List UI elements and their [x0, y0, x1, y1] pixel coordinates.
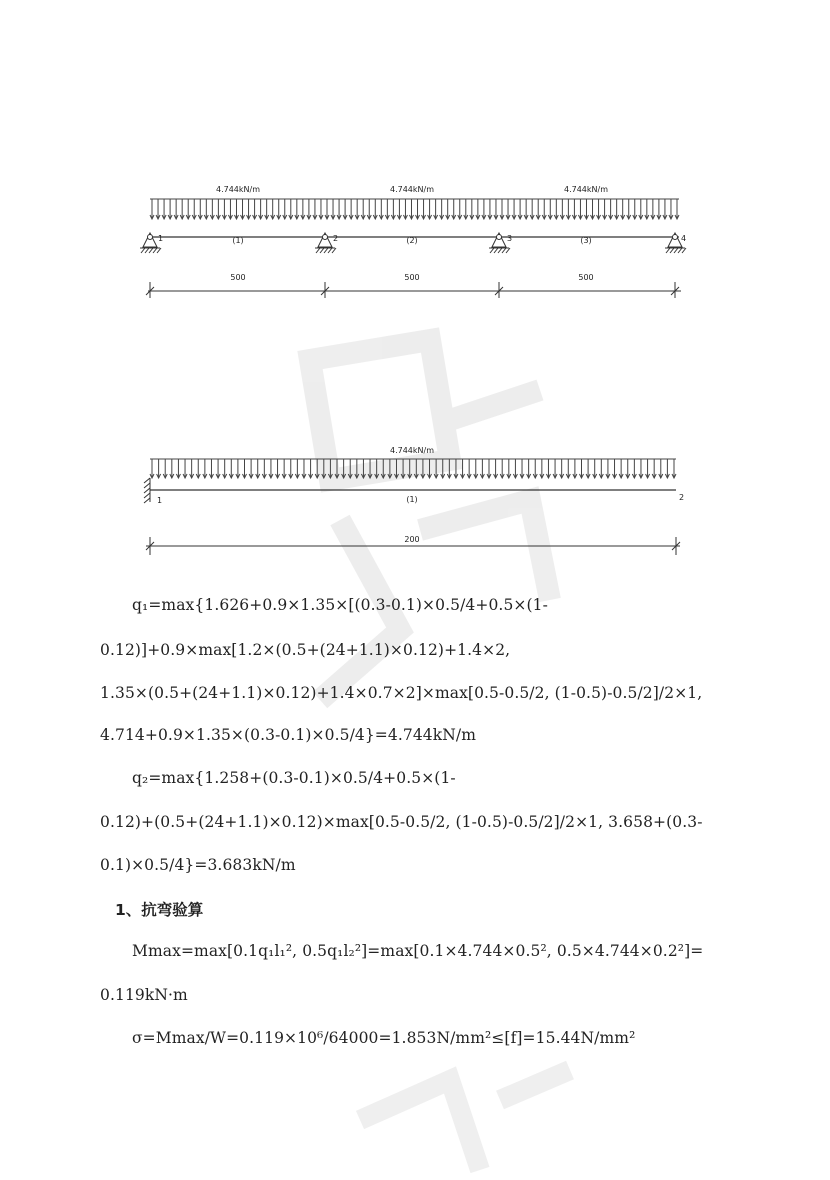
- support-hatch: [145, 248, 149, 253]
- support-hatch: [153, 248, 157, 253]
- q2-formula-line-3: 0.1)×0.5/4}=3.683kN/m: [100, 856, 296, 874]
- pin-hinge: [323, 235, 328, 240]
- moment-formula-line-2: 0.119kN·m: [100, 986, 188, 1004]
- dim-label: 200: [404, 535, 420, 544]
- stress-formula-line: σ=Mmax/W=0.119×10⁶/64000=1.853N/mm²≤[f]=15.44N/mm²: [132, 1029, 636, 1047]
- support-hatch: [666, 248, 670, 253]
- span-label-1: (1): [232, 236, 244, 245]
- node-label-4: 4: [681, 234, 687, 243]
- dimension-line: [146, 282, 681, 298]
- support-hatch: [682, 248, 686, 253]
- node-label-2: 2: [679, 493, 685, 502]
- node-label-1: 1: [157, 496, 163, 505]
- load-label-2: 4.744kN/m: [389, 185, 435, 194]
- pin-hinge: [673, 235, 678, 240]
- q1-formula-line-1: q₁=max{1.626+0.9×1.35×[(0.3-0.1)×0.5/4+0.5×(1-: [132, 596, 548, 614]
- q1-formula-line-4: 4.714+0.9×1.35×(0.3-0.1)×0.5/4}=4.744kN/m: [100, 726, 477, 744]
- support-hatch: [674, 248, 678, 253]
- dim-label-2: 500: [404, 273, 420, 282]
- distributed-load-arrows: [150, 199, 679, 219]
- q1-formula-line-3: 1.35×(0.5+(24+1.1)×0.12)+1.4×0.7×2]×max[0.5-0.5/2, (1-0.5)-0.5/2]/2×1,: [100, 684, 703, 702]
- continuous-beam-diagram: [0, 170, 830, 480]
- cantilever-beam-diagram: [0, 440, 830, 560]
- node-label-2: 2: [333, 234, 339, 243]
- node-label-3: 3: [507, 234, 513, 243]
- q1-formula-line-2: 0.12)]+0.9×max[1.2×(0.5+(24+1.1)×0.12)+1.4×2,: [100, 641, 511, 659]
- span-label: (1): [406, 495, 418, 504]
- pin-hinge: [497, 235, 502, 240]
- section-heading: 1、抗弯验算: [115, 901, 204, 919]
- dim-label-3: 500: [578, 273, 594, 282]
- support-hatch: [498, 248, 502, 253]
- fixed-support: [144, 478, 150, 503]
- support-hatch: [494, 248, 498, 253]
- support-hatch: [316, 248, 320, 253]
- load-label-3: 4.744kN/m: [563, 185, 609, 194]
- support-hatch: [141, 248, 145, 253]
- support-hatch: [332, 248, 336, 253]
- support-hatch: [149, 248, 153, 253]
- support-hatch: [157, 248, 161, 253]
- support-hatch: [324, 248, 328, 253]
- dim-label-1: 500: [230, 273, 246, 282]
- support-hatch: [328, 248, 332, 253]
- support-hatch: [670, 248, 674, 253]
- support-hatch: [320, 248, 324, 253]
- distributed-load-arrows: [150, 459, 676, 478]
- pin-hinge: [148, 235, 153, 240]
- watermark-graphic-bottom: [330, 1040, 590, 1180]
- span-label-2: (2): [406, 236, 418, 245]
- node-label-1: 1: [158, 234, 164, 243]
- load-label: 4.744kN/m: [389, 446, 435, 455]
- span-label-3: (3): [580, 236, 592, 245]
- support-hatch: [502, 248, 506, 253]
- support-hatch: [490, 248, 494, 253]
- support-hatch: [506, 248, 510, 253]
- support-hatch: [678, 248, 682, 253]
- load-label-1: 4.744kN/m: [215, 185, 261, 194]
- q2-formula-line-1: q₂=max{1.258+(0.3-0.1)×0.5/4+0.5×(1-: [132, 769, 456, 787]
- q2-formula-line-2: 0.12)+(0.5+(24+1.1)×0.12)×max[0.5-0.5/2, (1-0.5)-0.5/2]/2×1, 3.658+(0.3-: [100, 813, 703, 831]
- moment-formula-line-1: Mmax=max[0.1q₁l₁², 0.5q₁l₂²]=max[0.1×4.744×0.5², 0.5×4.744×0.2²]=: [132, 942, 704, 960]
